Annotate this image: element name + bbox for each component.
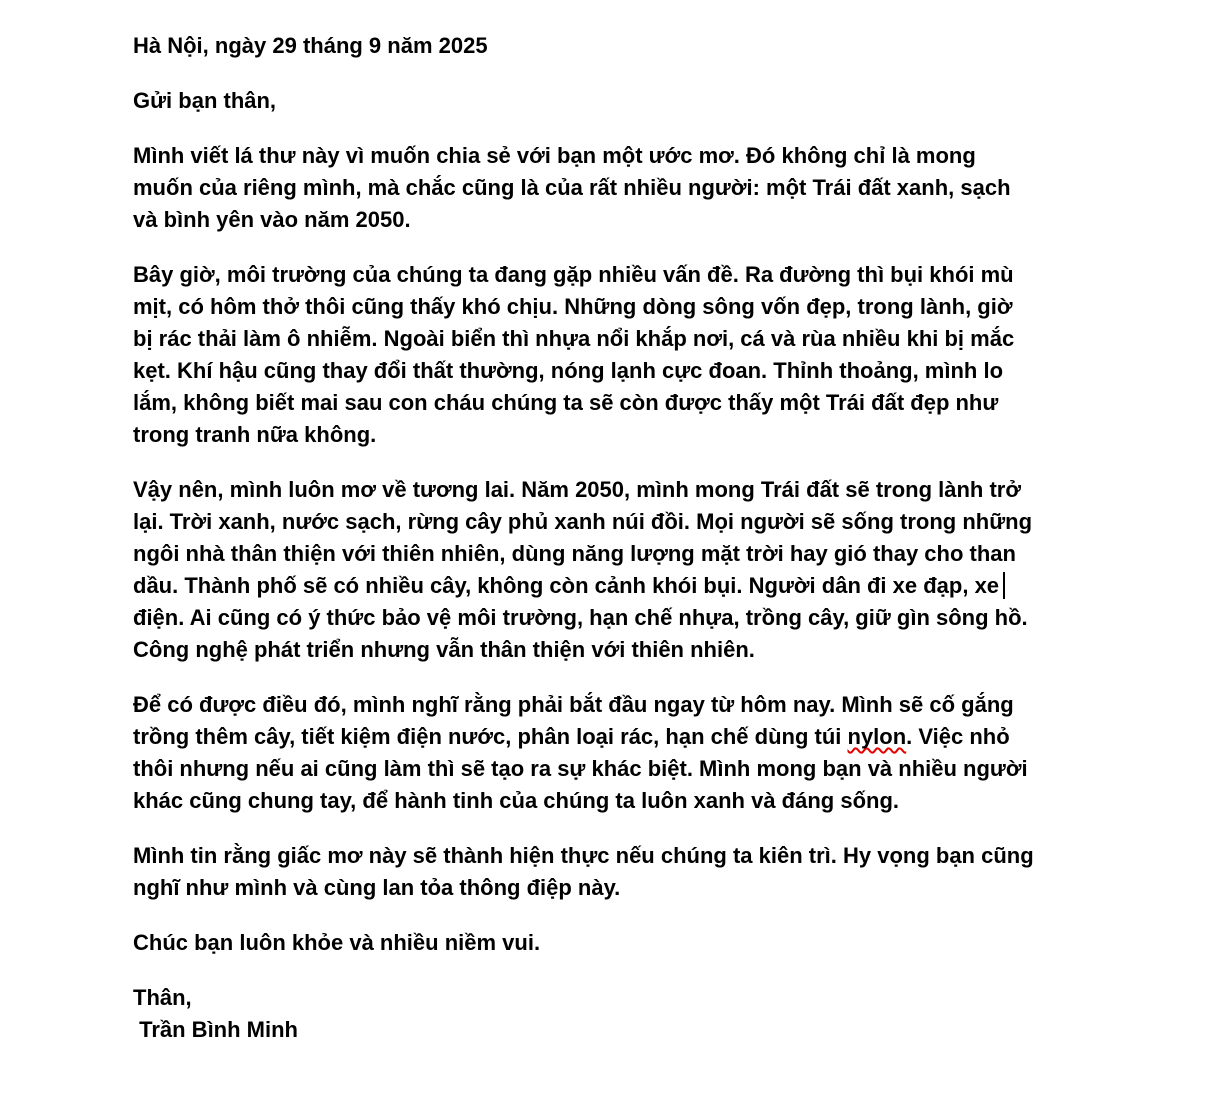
- letter-body: [133, 140, 1118, 904]
- text-line[interactable]: muốn của riêng mình, mà chắc cũng là của rất nhiều người: một Trái đất xanh, sạch: [133, 175, 1011, 200]
- date-line[interactable]: Hà Nội, ngày 29 tháng 9 năm 2025: [133, 33, 488, 58]
- salutation-line[interactable]: Gửi bạn thân,: [133, 88, 277, 113]
- signature-line[interactable]: Trần Bình Minh: [133, 1017, 298, 1042]
- text-line[interactable]: Mình tin rằng giấc mơ này sẽ thành hiện thực nếu chúng ta kiên trì. Hy vọng bạn cũng: [133, 843, 1034, 868]
- text-line[interactable]: khác cũng chung tay, để hành tinh của chúng ta luôn xanh và đáng sống.: [133, 788, 899, 813]
- text-line[interactable]: Mình viết lá thư này vì muốn chia sẻ với bạn một ước mơ. Đó không chỉ là mong: [133, 143, 976, 168]
- text-line[interactable]: và bình yên vào năm 2050.: [133, 207, 411, 232]
- signature-paragraph: [133, 982, 1118, 1046]
- text-line[interactable]: trồng thêm cây, tiết kiệm điện nước, phân loại rác, hạn chế dùng túi nylon. Việc nhỏ: [133, 724, 1010, 749]
- text-line[interactable]: lại. Trời xanh, nước sạch, rừng cây phủ xanh núi đồi. Mọi người sẽ sống trong những: [133, 509, 1033, 534]
- text-line[interactable]: thôi nhưng nếu ai cũng làm thì sẽ tạo ra sự khác biệt. Mình mong bạn và nhiều người: [133, 756, 1028, 781]
- text-line[interactable]: kẹt. Khí hậu cũng thay đổi thất thường, nóng lạnh cực đoan. Thỉnh thoảng, mình lo: [133, 358, 1004, 383]
- closing-line[interactable]: Chúc bạn luôn khỏe và nhiều niềm vui.: [133, 930, 541, 955]
- text-line[interactable]: mịt, có hôm thở thôi cũng thấy khó chịu. Những dòng sông vốn đẹp, trong lành, giờ: [133, 294, 1013, 319]
- body-paragraph: [133, 259, 1118, 451]
- text-line[interactable]: ngôi nhà thân thiện với thiên nhiên, dùng năng lượng mặt trời hay gió thay cho than: [133, 541, 1016, 566]
- text-line[interactable]: Công nghệ phát triển nhưng vẫn thân thiện với thiên nhiên.: [133, 637, 755, 662]
- letter-text-editor[interactable]: [133, 30, 1118, 1069]
- body-paragraph: [133, 140, 1118, 236]
- text-caret: [1003, 572, 1005, 599]
- date-paragraph: [133, 30, 1118, 62]
- closing-paragraph: [133, 927, 1118, 959]
- text-line[interactable]: điện. Ai cũng có ý thức bảo vệ môi trường, hạn chế nhựa, trồng cây, giữ gìn sông hồ.: [133, 605, 1028, 630]
- text-line[interactable]: nghĩ như mình và cùng lan tỏa thông điệp này.: [133, 875, 621, 900]
- body-paragraph: [133, 840, 1118, 904]
- misspelled-word[interactable]: nylon: [847, 724, 907, 749]
- text-line[interactable]: Bây giờ, môi trường của chúng ta đang gặp nhiều vấn đề. Ra đường thì bụi khói mù: [133, 262, 1014, 287]
- body-paragraph: [133, 474, 1118, 666]
- text-line[interactable]: Để có được điều đó, mình nghĩ rằng phải bắt đầu ngay từ hôm nay. Mình sẽ cố gắng: [133, 692, 1014, 717]
- body-paragraph: [133, 689, 1118, 817]
- text-line[interactable]: lắm, không biết mai sau con cháu chúng ta sẽ còn được thấy một Trái đất đẹp như: [133, 390, 999, 415]
- text-line[interactable]: dầu. Thành phố sẽ có nhiều cây, không còn cảnh khói bụi. Người dân đi xe đạp, xe: [133, 570, 1118, 602]
- text-line[interactable]: Vậy nên, mình luôn mơ về tương lai. Năm 2050, mình mong Trái đất sẽ trong lành trở: [133, 477, 1022, 502]
- text-line[interactable]: bị rác thải làm ô nhiễm. Ngoài biển thì nhựa nổi khắp nơi, cá và rùa nhiều khi bị mắc: [133, 326, 1015, 351]
- text-line[interactable]: trong tranh nữa không.: [133, 422, 377, 447]
- salutation-paragraph: [133, 85, 1118, 117]
- signoff-line[interactable]: Thân,: [133, 985, 192, 1010]
